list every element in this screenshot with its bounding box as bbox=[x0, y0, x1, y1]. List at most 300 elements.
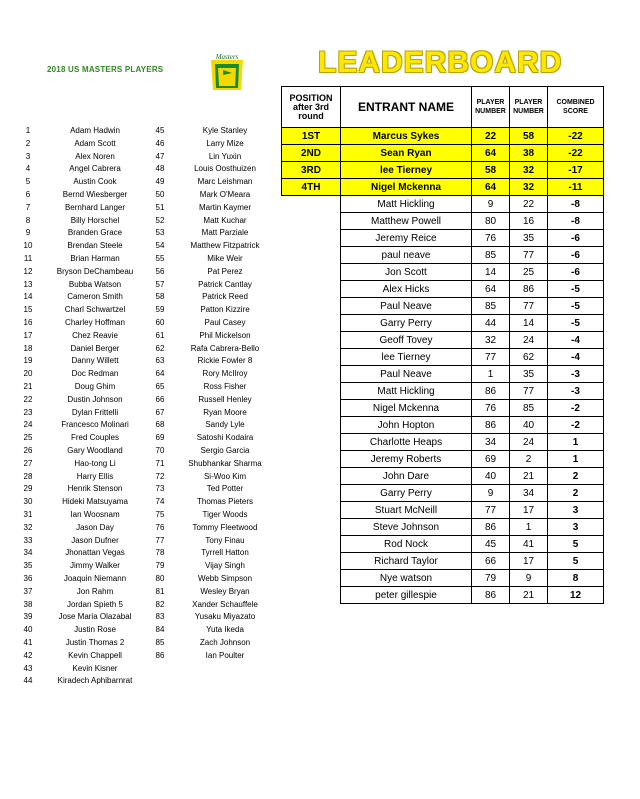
player-number: 86 bbox=[155, 650, 165, 660]
player-number: 16 bbox=[23, 318, 33, 327]
player-name: Tiger Woods bbox=[202, 510, 248, 519]
position-cell bbox=[282, 366, 341, 383]
player-number: 49 bbox=[155, 177, 165, 187]
entrant-cell: Charlotte Heaps bbox=[341, 434, 472, 451]
player-number: 5 bbox=[25, 177, 31, 187]
leaderboard-row bbox=[282, 570, 604, 587]
entrant-cell: peter gillespie bbox=[341, 587, 472, 604]
leaderboard-row bbox=[282, 485, 604, 502]
position-cell bbox=[282, 587, 341, 604]
leaderboard-row bbox=[282, 162, 604, 179]
player-number: 1 bbox=[25, 126, 31, 135]
leaderboard-row bbox=[282, 298, 604, 315]
player-number: 24 bbox=[23, 420, 33, 430]
header-player2: PLAYER NUMBER bbox=[510, 87, 548, 128]
entrant-cell: Jon Scott bbox=[341, 264, 472, 281]
player-name: Yusaku Miyazato bbox=[194, 612, 256, 622]
player-row bbox=[0, 151, 290, 163]
player-number: 3 bbox=[25, 151, 31, 161]
position-cell bbox=[282, 281, 341, 298]
player-name: Kevin Chappell bbox=[68, 650, 122, 660]
player1-cell: 69 bbox=[472, 451, 510, 468]
player-name: Dylan Frittelli bbox=[71, 407, 119, 417]
player-name: Chez Reavie bbox=[72, 330, 118, 340]
player-number: 69 bbox=[155, 433, 165, 443]
player-row bbox=[0, 202, 290, 214]
player-row bbox=[0, 343, 290, 355]
leaderboard-row bbox=[282, 519, 604, 536]
leaderboard-row bbox=[282, 383, 604, 400]
player-number: 34 bbox=[23, 548, 33, 558]
position-cell bbox=[282, 417, 341, 434]
player-number: 81 bbox=[155, 586, 165, 596]
masters-logo-icon bbox=[205, 50, 249, 94]
player-name: Justin Rose bbox=[74, 625, 116, 635]
player-name: Tommy Fleetwood bbox=[192, 522, 258, 532]
header-entrant: ENTRANT NAME bbox=[341, 87, 472, 128]
player-name: Sandy Lyle bbox=[205, 420, 245, 430]
player-number: 75 bbox=[155, 510, 165, 519]
player-number: 68 bbox=[155, 420, 165, 430]
player-row bbox=[0, 637, 290, 649]
player-name: Rickie Fowler 8 bbox=[197, 356, 253, 366]
player-number: 85 bbox=[155, 638, 165, 647]
player-name: Daniel Berger bbox=[70, 343, 120, 353]
player-row bbox=[0, 215, 290, 227]
score-cell: 8 bbox=[548, 570, 604, 587]
player1-cell: 64 bbox=[472, 179, 510, 196]
player-row bbox=[0, 253, 290, 265]
player-number: 7 bbox=[25, 202, 31, 212]
position-cell bbox=[282, 383, 341, 400]
player-number: 9 bbox=[25, 228, 31, 238]
player-name: Jon Rahm bbox=[76, 586, 114, 596]
header-position: POSITION after 3rd round bbox=[282, 87, 341, 128]
player-number: 22 bbox=[23, 394, 33, 404]
player-name: Phil Mickelson bbox=[199, 330, 251, 340]
score-cell: -2 bbox=[548, 417, 604, 434]
entrant-cell: Paul Neave bbox=[341, 298, 472, 315]
player-row bbox=[0, 675, 290, 687]
player-name: Bubba Watson bbox=[68, 279, 122, 289]
player-number: 52 bbox=[155, 215, 165, 225]
player-row bbox=[0, 163, 290, 175]
player-name: Dustin Johnson bbox=[67, 394, 123, 404]
player2-cell: 17 bbox=[510, 502, 548, 519]
player1-cell: 80 bbox=[472, 213, 510, 230]
leaderboard-row bbox=[282, 128, 604, 145]
player-number: 61 bbox=[155, 330, 165, 340]
player-name: Jose Maria Olazabal bbox=[58, 612, 132, 622]
header-player1: PLAYER NUMBER bbox=[472, 87, 510, 128]
player2-cell: 35 bbox=[510, 366, 548, 383]
player-row bbox=[0, 471, 290, 483]
player1-cell: 9 bbox=[472, 196, 510, 213]
leaderboard-row bbox=[282, 213, 604, 230]
player-name: Sergio Garcia bbox=[200, 446, 250, 455]
player-name: Bryson DeChambeau bbox=[56, 266, 134, 276]
player-number: 58 bbox=[155, 292, 165, 302]
player-row bbox=[0, 419, 290, 431]
entrant-cell: Steve Johnson bbox=[341, 519, 472, 536]
player-row bbox=[0, 624, 290, 636]
player-row bbox=[0, 496, 290, 508]
player-name: Kyle Stanley bbox=[202, 126, 248, 135]
position-cell: 3RD bbox=[282, 162, 341, 179]
player-number: 23 bbox=[23, 407, 33, 417]
player-name: Jason Dufner bbox=[71, 535, 119, 545]
score-cell: -5 bbox=[548, 298, 604, 315]
player-name: Zach Johnson bbox=[199, 638, 251, 647]
player-row bbox=[0, 560, 290, 572]
player2-cell: 58 bbox=[510, 128, 548, 145]
player-row bbox=[0, 509, 290, 521]
leaderboard-row bbox=[282, 587, 604, 604]
entrant-cell: Matthew Powell bbox=[341, 213, 472, 230]
player-name: Doug Ghim bbox=[74, 382, 116, 391]
player-name: Fred Couples bbox=[70, 433, 120, 443]
player-number: 14 bbox=[23, 292, 33, 302]
player-name: Jimmy Walker bbox=[70, 561, 120, 571]
player-name: Louis Oosthuizen bbox=[194, 164, 256, 174]
leaderboard-row bbox=[282, 417, 604, 434]
leaderboard-row bbox=[282, 434, 604, 451]
score-cell: 5 bbox=[548, 553, 604, 570]
player-number: 62 bbox=[155, 343, 165, 353]
player-number: 70 bbox=[155, 446, 165, 455]
player-number: 51 bbox=[155, 202, 165, 212]
player-row bbox=[0, 650, 290, 662]
player2-cell: 22 bbox=[510, 196, 548, 213]
leaderboard-row bbox=[282, 349, 604, 366]
player-name: Patton Kizzire bbox=[200, 305, 250, 315]
player2-cell: 17 bbox=[510, 553, 548, 570]
player-number: 36 bbox=[23, 574, 33, 583]
player-name: Alex Noren bbox=[75, 151, 115, 161]
player-number: 74 bbox=[155, 497, 165, 507]
score-cell: -11 bbox=[548, 179, 604, 196]
player-row bbox=[0, 535, 290, 547]
player-name: Mike Weir bbox=[207, 254, 243, 263]
player2-cell: 38 bbox=[510, 145, 548, 162]
page-title: LEADERBOARD bbox=[318, 46, 563, 79]
score-cell: -17 bbox=[548, 162, 604, 179]
score-cell: 1 bbox=[548, 434, 604, 451]
player-row bbox=[0, 291, 290, 303]
player1-cell: 44 bbox=[472, 315, 510, 332]
player-name: Adam Hadwin bbox=[70, 126, 120, 135]
player-name: Xander Schauffele bbox=[192, 599, 258, 609]
score-cell: -22 bbox=[548, 128, 604, 145]
player-number: 26 bbox=[23, 446, 33, 455]
leaderboard-row bbox=[282, 502, 604, 519]
player-number: 71 bbox=[155, 458, 165, 468]
player-number: 42 bbox=[23, 650, 33, 660]
leaderboard-row bbox=[282, 315, 604, 332]
player2-cell: 34 bbox=[510, 485, 548, 502]
player-name: Ian Poulter bbox=[205, 650, 245, 660]
player-name: Thomas Pieters bbox=[196, 497, 254, 507]
player-name: Larry Mize bbox=[206, 138, 244, 148]
leaderboard-row bbox=[282, 400, 604, 417]
score-cell: -4 bbox=[548, 349, 604, 366]
player2-cell: 77 bbox=[510, 383, 548, 400]
position-cell bbox=[282, 230, 341, 247]
entrant-cell: Paul Neave bbox=[341, 366, 472, 383]
player-number: 50 bbox=[155, 190, 165, 199]
player2-cell: 1 bbox=[510, 519, 548, 536]
player2-cell: 40 bbox=[510, 417, 548, 434]
player-number: 6 bbox=[25, 190, 31, 199]
player-row bbox=[0, 586, 290, 598]
entrant-cell: Sean Ryan bbox=[341, 145, 472, 162]
player-row bbox=[0, 317, 290, 329]
logo-text: Masters bbox=[215, 53, 239, 61]
player-number: 63 bbox=[155, 356, 165, 366]
player2-cell: 14 bbox=[510, 315, 548, 332]
player2-cell: 21 bbox=[510, 468, 548, 485]
header-combined: COMBINED SCORE bbox=[548, 87, 604, 128]
player-name: Branden Grace bbox=[67, 228, 123, 238]
player-number: 40 bbox=[23, 625, 33, 635]
player-name: Jason Day bbox=[76, 522, 114, 532]
entrant-cell: Nigel Mckenna bbox=[341, 179, 472, 196]
player-number: 55 bbox=[155, 254, 165, 263]
player-name: Vijay Singh bbox=[205, 561, 245, 571]
player-number: 46 bbox=[155, 138, 165, 148]
player-name: Satoshi Kodaira bbox=[196, 433, 254, 443]
player-name: Ian Woosnam bbox=[70, 510, 120, 519]
player-name: Pat Perez bbox=[207, 266, 243, 276]
player-name: Russell Henley bbox=[198, 394, 252, 404]
position-cell bbox=[282, 264, 341, 281]
score-cell: 2 bbox=[548, 468, 604, 485]
entrant-cell: Matt Hickling bbox=[341, 196, 472, 213]
leaderboard-table bbox=[281, 86, 604, 604]
leaderboard-row bbox=[282, 451, 604, 468]
player-number: 59 bbox=[155, 305, 165, 315]
player-number: 28 bbox=[23, 471, 33, 481]
player-row bbox=[0, 330, 290, 342]
player-name: Tyrrell Hatton bbox=[201, 548, 249, 558]
position-cell bbox=[282, 247, 341, 264]
player-name: Bernhard Langer bbox=[64, 202, 126, 212]
score-cell: 3 bbox=[548, 519, 604, 536]
player-number: 17 bbox=[23, 330, 33, 340]
player-number: 72 bbox=[155, 471, 165, 481]
score-cell: -8 bbox=[548, 196, 604, 213]
player-number: 60 bbox=[155, 318, 165, 327]
leaderboard-row bbox=[282, 536, 604, 553]
player-number: 45 bbox=[155, 126, 165, 135]
player2-cell: 85 bbox=[510, 400, 548, 417]
player-row bbox=[0, 483, 290, 495]
player-name: Henrik Stenson bbox=[67, 484, 123, 494]
player1-cell: 79 bbox=[472, 570, 510, 587]
player-name: Adam Scott bbox=[74, 138, 116, 148]
player2-cell: 24 bbox=[510, 434, 548, 451]
player-name: Rory McIlroy bbox=[202, 369, 248, 379]
player-number: 39 bbox=[23, 612, 33, 622]
player1-cell: 77 bbox=[472, 502, 510, 519]
leaderboard-row bbox=[282, 264, 604, 281]
position-cell bbox=[282, 570, 341, 587]
player-row bbox=[0, 189, 290, 201]
leaderboard-row bbox=[282, 196, 604, 213]
entrant-cell: John Dare bbox=[341, 468, 472, 485]
score-cell: -3 bbox=[548, 366, 604, 383]
position-cell bbox=[282, 349, 341, 366]
player-number: 11 bbox=[23, 254, 33, 263]
leaderboard-row bbox=[282, 366, 604, 383]
player-number: 67 bbox=[155, 407, 165, 417]
player1-cell: 77 bbox=[472, 349, 510, 366]
player-name: Matthew Fitzpatrick bbox=[190, 241, 260, 251]
player1-cell: 86 bbox=[472, 383, 510, 400]
leaderboard-row bbox=[282, 145, 604, 162]
player-name: Wesley Bryan bbox=[200, 586, 250, 596]
player-row bbox=[0, 240, 290, 252]
score-cell: 1 bbox=[548, 451, 604, 468]
position-cell bbox=[282, 434, 341, 451]
player-row bbox=[0, 125, 290, 137]
player-row bbox=[0, 227, 290, 239]
player-name: Justin Thomas 2 bbox=[65, 638, 125, 647]
player1-cell: 86 bbox=[472, 519, 510, 536]
player-number: 84 bbox=[155, 625, 165, 635]
player-name: Danny Willett bbox=[71, 356, 119, 366]
position-cell bbox=[282, 315, 341, 332]
position-cell bbox=[282, 519, 341, 536]
score-cell: -5 bbox=[548, 315, 604, 332]
player-name: Billy Horschel bbox=[70, 215, 120, 225]
player-number: 47 bbox=[155, 151, 165, 161]
player1-cell: 85 bbox=[472, 247, 510, 264]
player-number: 73 bbox=[155, 484, 165, 494]
player-name: Austin Cook bbox=[73, 177, 117, 187]
player-name: Hideki Matsuyama bbox=[62, 497, 128, 507]
leaderboard-row bbox=[282, 281, 604, 298]
player-name: Brian Harman bbox=[70, 254, 120, 263]
player2-cell: 16 bbox=[510, 213, 548, 230]
score-cell: -6 bbox=[548, 230, 604, 247]
player-number: 66 bbox=[155, 394, 165, 404]
player2-cell: 2 bbox=[510, 451, 548, 468]
player-number: 32 bbox=[23, 522, 33, 532]
player-number: 29 bbox=[23, 484, 33, 494]
score-cell: 5 bbox=[548, 536, 604, 553]
player-row bbox=[0, 266, 290, 278]
player-row bbox=[0, 368, 290, 380]
position-cell bbox=[282, 332, 341, 349]
player-row bbox=[0, 547, 290, 559]
player-row bbox=[0, 522, 290, 534]
player-number: 77 bbox=[155, 535, 165, 545]
player-row bbox=[0, 611, 290, 623]
player-number: 10 bbox=[23, 241, 33, 251]
player-number: 20 bbox=[23, 369, 33, 379]
entrant-cell: paul neave bbox=[341, 247, 472, 264]
player-row bbox=[0, 176, 290, 188]
player1-cell: 45 bbox=[472, 536, 510, 553]
player-number: 64 bbox=[155, 369, 165, 379]
player2-cell: 86 bbox=[510, 281, 548, 298]
position-cell: 1ST bbox=[282, 128, 341, 145]
entrant-cell: Geoff Tovey bbox=[341, 332, 472, 349]
player2-cell: 35 bbox=[510, 230, 548, 247]
player-number: 43 bbox=[23, 663, 33, 673]
player-number: 82 bbox=[155, 599, 165, 609]
player-row bbox=[0, 573, 290, 585]
player1-cell: 66 bbox=[472, 553, 510, 570]
score-cell: -3 bbox=[548, 383, 604, 400]
score-cell: -6 bbox=[548, 247, 604, 264]
player-number: 44 bbox=[23, 676, 33, 686]
player-row bbox=[0, 432, 290, 444]
player-number: 56 bbox=[155, 266, 165, 276]
player-number: 21 bbox=[23, 382, 33, 391]
player-number: 4 bbox=[25, 164, 31, 174]
position-cell bbox=[282, 213, 341, 230]
position-cell bbox=[282, 468, 341, 485]
position-cell: 4TH bbox=[282, 179, 341, 196]
player-number: 12 bbox=[23, 266, 33, 276]
player-name: Joaquin Niemann bbox=[63, 574, 127, 583]
player-name: Francesco Molinari bbox=[61, 420, 129, 430]
player-name: Shubhankar Sharma bbox=[188, 458, 262, 468]
player-name: Marc Leishman bbox=[197, 177, 253, 187]
score-cell: 3 bbox=[548, 502, 604, 519]
player-number: 83 bbox=[155, 612, 165, 622]
position-cell bbox=[282, 485, 341, 502]
player1-cell: 85 bbox=[472, 298, 510, 315]
entrant-cell: Garry Perry bbox=[341, 485, 472, 502]
position-cell bbox=[282, 451, 341, 468]
player-number: 37 bbox=[23, 586, 33, 596]
player-name: Charley Hoffman bbox=[65, 318, 125, 327]
player1-cell: 22 bbox=[472, 128, 510, 145]
leaderboard-row bbox=[282, 468, 604, 485]
player1-cell: 64 bbox=[472, 145, 510, 162]
score-cell: 12 bbox=[548, 587, 604, 604]
player-name: Harry Ellis bbox=[76, 471, 114, 481]
player-number: 57 bbox=[155, 279, 165, 289]
player2-cell: 24 bbox=[510, 332, 548, 349]
position-cell bbox=[282, 502, 341, 519]
player-name: Webb Simpson bbox=[197, 574, 253, 583]
player-number: 27 bbox=[23, 458, 33, 468]
position-cell bbox=[282, 400, 341, 417]
score-cell: -2 bbox=[548, 400, 604, 417]
player-number: 13 bbox=[23, 279, 33, 289]
player-name: Tony Finau bbox=[205, 535, 245, 545]
player-number: 18 bbox=[23, 343, 33, 353]
player2-cell: 32 bbox=[510, 162, 548, 179]
player-name: Ross Fisher bbox=[203, 382, 247, 391]
player-number: 48 bbox=[155, 164, 165, 174]
entrant-cell: lee Tierney bbox=[341, 349, 472, 366]
leaderboard-row bbox=[282, 247, 604, 264]
entrant-cell: Jeremy Reice bbox=[341, 230, 472, 247]
player-number: 31 bbox=[23, 510, 33, 519]
player-name: Charl Schwartzel bbox=[64, 305, 126, 315]
player-row bbox=[0, 304, 290, 316]
player-row bbox=[0, 407, 290, 419]
player-number: 15 bbox=[23, 305, 33, 315]
player-number: 2 bbox=[25, 138, 31, 148]
player-row bbox=[0, 599, 290, 611]
player-row bbox=[0, 445, 290, 457]
